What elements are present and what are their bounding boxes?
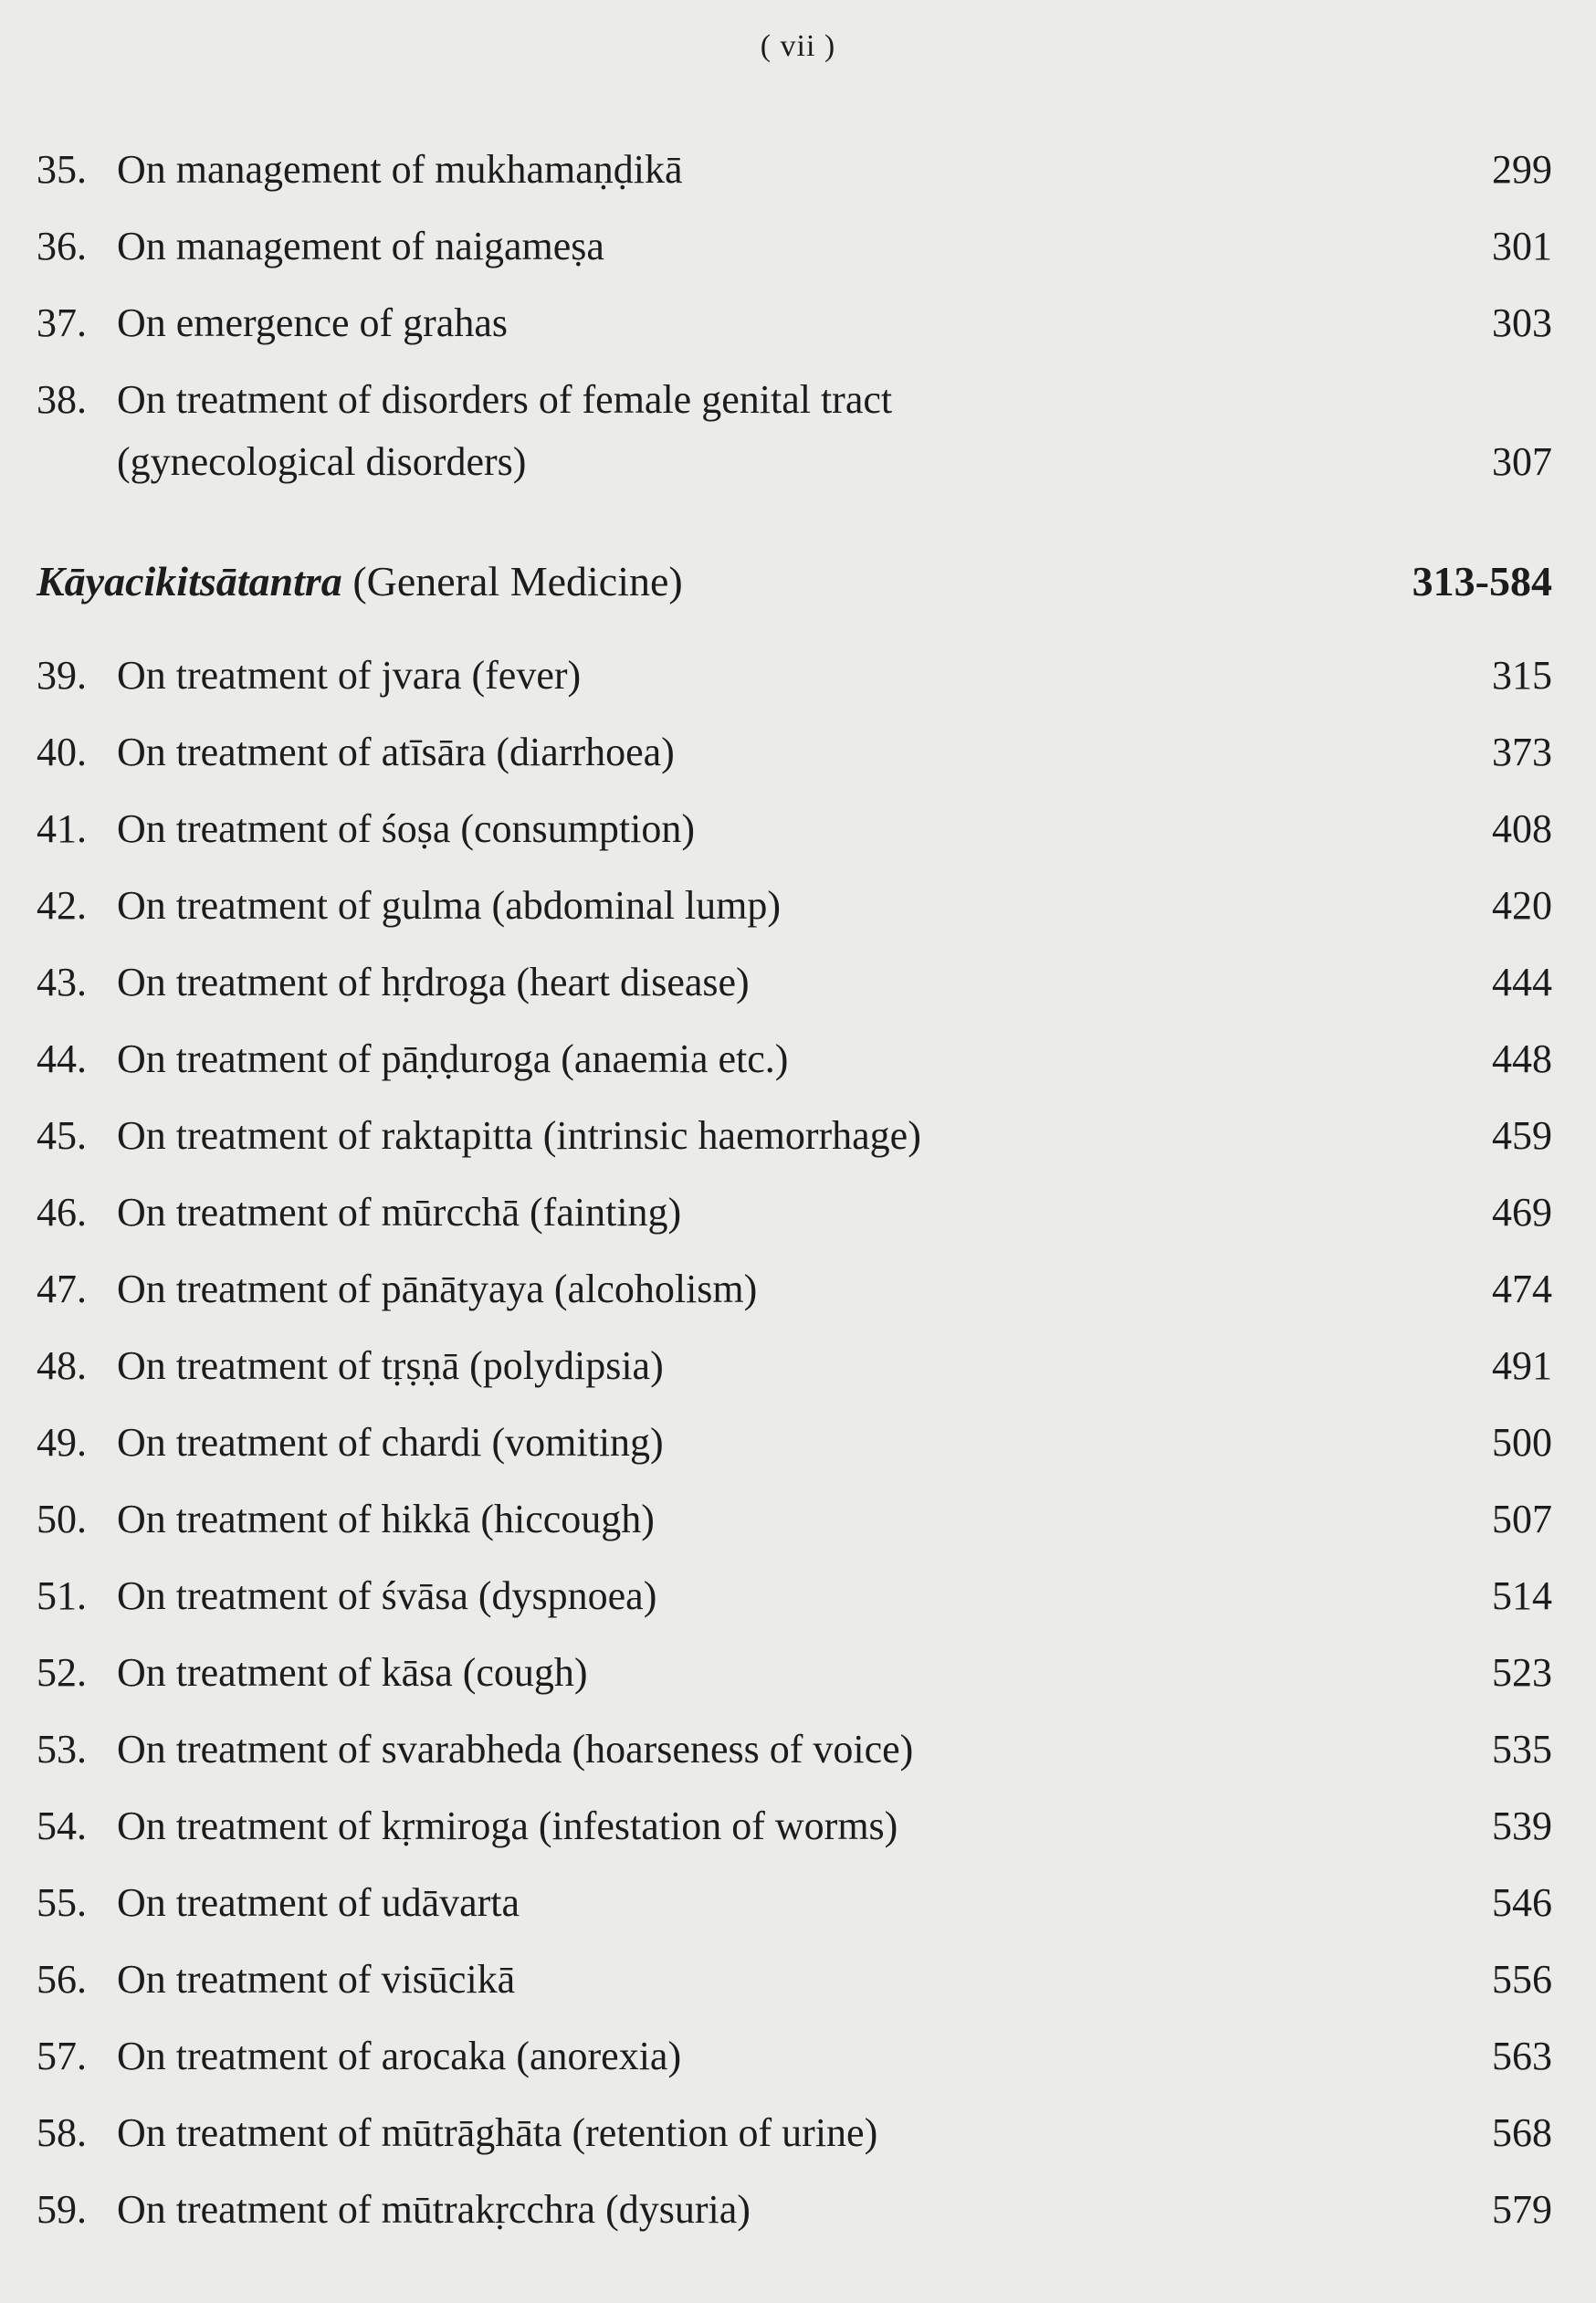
entry-number: 38. xyxy=(37,377,87,422)
entry-page: 448 xyxy=(1492,1036,1552,1081)
entry-page: 507 xyxy=(1492,1497,1552,1541)
entry-number: 41. xyxy=(37,806,87,851)
section-heading xyxy=(37,552,1552,611)
entry-page: 539 xyxy=(1492,1803,1552,1848)
entry-title: On treatment of kṛmiroga (infestation of worms) xyxy=(117,1803,898,1848)
entry-number: 36. xyxy=(37,224,87,268)
entry-page: 315 xyxy=(1492,653,1552,698)
toc-entry xyxy=(37,878,1552,933)
toc-entry xyxy=(37,1185,1552,1240)
entry-number: 47. xyxy=(37,1267,87,1311)
entry-page: 563 xyxy=(1492,2034,1552,2078)
toc-entry xyxy=(37,648,1552,703)
entry-page: 491 xyxy=(1492,1343,1552,1388)
entry-number: 45. xyxy=(37,1113,87,1158)
toc-entry xyxy=(37,2029,1552,2084)
toc-entry xyxy=(37,1032,1552,1087)
entry-number: 52. xyxy=(37,1650,87,1695)
toc-entry xyxy=(37,1109,1552,1163)
entry-title: On treatment of pānātyaya (alcoholism) xyxy=(117,1267,758,1311)
page-number: ( vii ) xyxy=(760,29,836,63)
entry-page: 514 xyxy=(1492,1573,1552,1618)
entry-page: 299 xyxy=(1492,147,1552,192)
entry-title: On treatment of visūcikā xyxy=(117,1957,516,2002)
entry-title: On treatment of śoṣa (consumption) xyxy=(117,806,695,851)
entry-page: 303 xyxy=(1492,300,1552,345)
toc-entry xyxy=(37,802,1552,857)
toc-entry xyxy=(37,955,1552,1010)
entry-title: On treatment of svarabheda (hoarseness of voice) xyxy=(117,1727,914,1772)
entry-page: 373 xyxy=(1492,730,1552,774)
entry-number: 50. xyxy=(37,1497,87,1541)
toc-entry xyxy=(37,1492,1552,1547)
entry-number: 57. xyxy=(37,2034,87,2078)
entry-number: 51. xyxy=(37,1573,87,1618)
entry-title: On treatment of hikkā (hiccough) xyxy=(117,1497,655,1541)
entry-page: 500 xyxy=(1492,1420,1552,1465)
toc-entry xyxy=(37,142,1552,197)
toc-entry xyxy=(37,1339,1552,1393)
toc-entry xyxy=(37,219,1552,274)
entry-title: On treatment of mūtrakṛcchra (dysuria) xyxy=(117,2187,751,2232)
entry-page: 420 xyxy=(1492,883,1552,928)
entry-number: 56. xyxy=(37,1957,87,2002)
toc-entry xyxy=(37,1646,1552,1700)
entry-title: On treatment of gulma (abdominal lump) xyxy=(117,883,782,928)
entry-page: 579 xyxy=(1492,2187,1552,2232)
toc-entry xyxy=(37,296,1552,351)
toc-entry xyxy=(37,1262,1552,1317)
entry-title: On emergence of grahas xyxy=(117,300,508,345)
entry-title: On treatment of kāsa (cough) xyxy=(117,1650,588,1695)
section-title: Kāyacikitsātantra xyxy=(37,558,342,605)
entry-title-continuation: (gynecological disorders) xyxy=(117,439,527,484)
entry-number: 44. xyxy=(37,1036,87,1081)
entry-title: On treatment of raktapitta (intrinsic haemorrhage) xyxy=(117,1113,921,1158)
toc-entry xyxy=(37,1415,1552,1470)
entry-title: On treatment of arocaka (anorexia) xyxy=(117,2034,682,2078)
entry-number: 46. xyxy=(37,1190,87,1235)
entry-number: 54. xyxy=(37,1803,87,1848)
entry-page: 408 xyxy=(1492,806,1552,851)
entry-number: 49. xyxy=(37,1420,87,1465)
entry-title: On treatment of atīsāra (diarrhoea) xyxy=(117,730,675,774)
entry-page: 474 xyxy=(1492,1267,1552,1311)
entry-number: 59. xyxy=(37,2187,87,2232)
entry-page: 301 xyxy=(1492,224,1552,268)
entry-title: On treatment of pāṇḍuroga (anaemia etc.) xyxy=(117,1036,789,1081)
toc-entry xyxy=(37,1722,1552,1777)
entry-number: 42. xyxy=(37,883,87,928)
entry-page: 469 xyxy=(1492,1190,1552,1235)
entry-number: 55. xyxy=(37,1880,87,1925)
toc-entry xyxy=(37,1799,1552,1854)
entry-number: 53. xyxy=(37,1727,87,1772)
section-subtitle: (General Medicine) xyxy=(352,558,683,605)
toc-entry xyxy=(37,2106,1552,2161)
entry-page: 535 xyxy=(1492,1727,1552,1772)
entry-page: 307 xyxy=(1492,439,1552,484)
entry-page: 523 xyxy=(1492,1650,1552,1695)
toc-entry xyxy=(37,373,1552,427)
entry-title: On management of mukhamaṇḍikā xyxy=(117,147,683,192)
entry-number: 40. xyxy=(37,730,87,774)
entry-title: On treatment of jvara (fever) xyxy=(117,653,582,698)
entry-title: On treatment of disorders of female genital tract xyxy=(117,377,893,422)
entry-number: 39. xyxy=(37,653,87,698)
toc-entry xyxy=(37,1876,1552,1930)
entry-page: 459 xyxy=(1492,1113,1552,1158)
entry-number: 35. xyxy=(37,147,87,192)
toc-entry xyxy=(37,725,1552,780)
section-page-range: 313-584 xyxy=(1412,558,1552,605)
entry-title: On treatment of hṛdroga (heart disease) xyxy=(117,960,750,1004)
entry-number: 37. xyxy=(37,300,87,345)
entry-title: On treatment of mūrcchā (fainting) xyxy=(117,1190,682,1235)
entry-number: 58. xyxy=(37,2110,87,2155)
toc-entry xyxy=(37,1952,1552,2007)
entry-number: 43. xyxy=(37,960,87,1004)
entry-title: On treatment of udāvarta xyxy=(117,1880,520,1925)
toc-entry xyxy=(37,1569,1552,1624)
entry-page: 568 xyxy=(1492,2110,1552,2155)
entry-page: 546 xyxy=(1492,1880,1552,1925)
entry-title: On treatment of tṛṣṇā (polydipsia) xyxy=(117,1343,664,1388)
entry-number: 48. xyxy=(37,1343,87,1388)
entry-title: On treatment of śvāsa (dyspnoea) xyxy=(117,1573,657,1618)
toc-entry xyxy=(37,2182,1552,2237)
entry-page: 444 xyxy=(1492,960,1552,1004)
entry-title: On treatment of chardi (vomiting) xyxy=(117,1420,664,1465)
entry-title: On treatment of mūtrāghāta (retention of urine) xyxy=(117,2110,878,2155)
entry-page: 556 xyxy=(1492,1957,1552,2002)
toc-entry-continuation xyxy=(37,435,1552,489)
entry-title: On management of naigameṣa xyxy=(117,224,604,268)
